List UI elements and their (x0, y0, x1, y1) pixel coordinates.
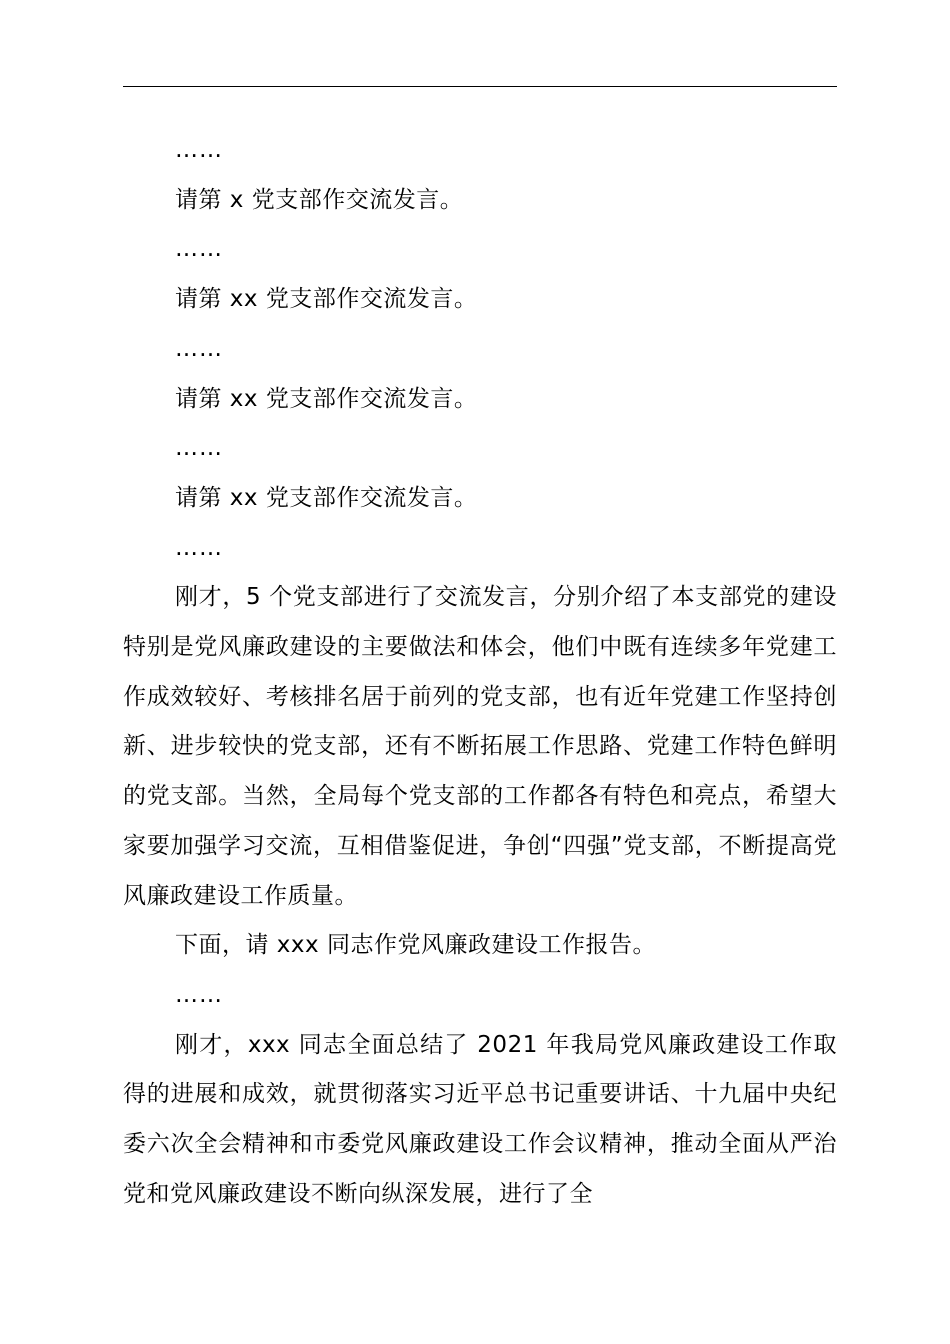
paragraph-branch-x: 请第 x 党支部作交流发言。 (175, 186, 464, 213)
ellipsis-4: …… (175, 435, 223, 462)
paragraph-branch-xx-1: 请第 xx 党支部作交流发言。 (175, 286, 478, 313)
ellipsis-1: …… (175, 137, 223, 163)
paragraph-report-summary: 刚才，xxx 同志全面总结了 2021 年我局党风廉政建设工作取得的进展和成效，就贯彻落实习近平总书记重要讲话、十九届中央纪委六次全会精神和市委党风廉政建设工作会议精神，推动全面从严治党和党风廉政建设不断向纵深发展，进行了全 (123, 1031, 837, 1207)
ellipsis-3: …… (175, 335, 223, 362)
document-body (123, 126, 837, 1219)
ellipsis-6: …… (175, 981, 223, 1008)
ellipsis-5: …… (175, 534, 223, 561)
paragraph-report-intro: 下面，请 xxx 同志作党风廉政建设工作报告。 (175, 932, 656, 959)
paragraph-branch-xx-2: 请第 xx 党支部作交流发言。 (175, 385, 478, 412)
paragraph-branch-xx-3: 请第 xx 党支部作交流发言。 (175, 484, 478, 511)
paragraph-summary: 刚才，5 个党支部进行了交流发言，分别介绍了本支部党的建设特别是党风廉政建设的主要做法和体会，他们中既有连续多年党建工作成效较好、考核排名居于前列的党支部，也有近年党建工作坚持创新、进步较快的党支部，还有不断拓展工作思路、党建工作特色鲜明的党支部。当然，全局每个党支部的工作都各有特色和亮点，希望大家要加强学习交流，互相借鉴促进，争创“四强”党支部，不断提高党风廉政建设工作质量。 (123, 584, 837, 909)
header-rule (123, 86, 837, 87)
ellipsis-2: …… (175, 236, 223, 263)
